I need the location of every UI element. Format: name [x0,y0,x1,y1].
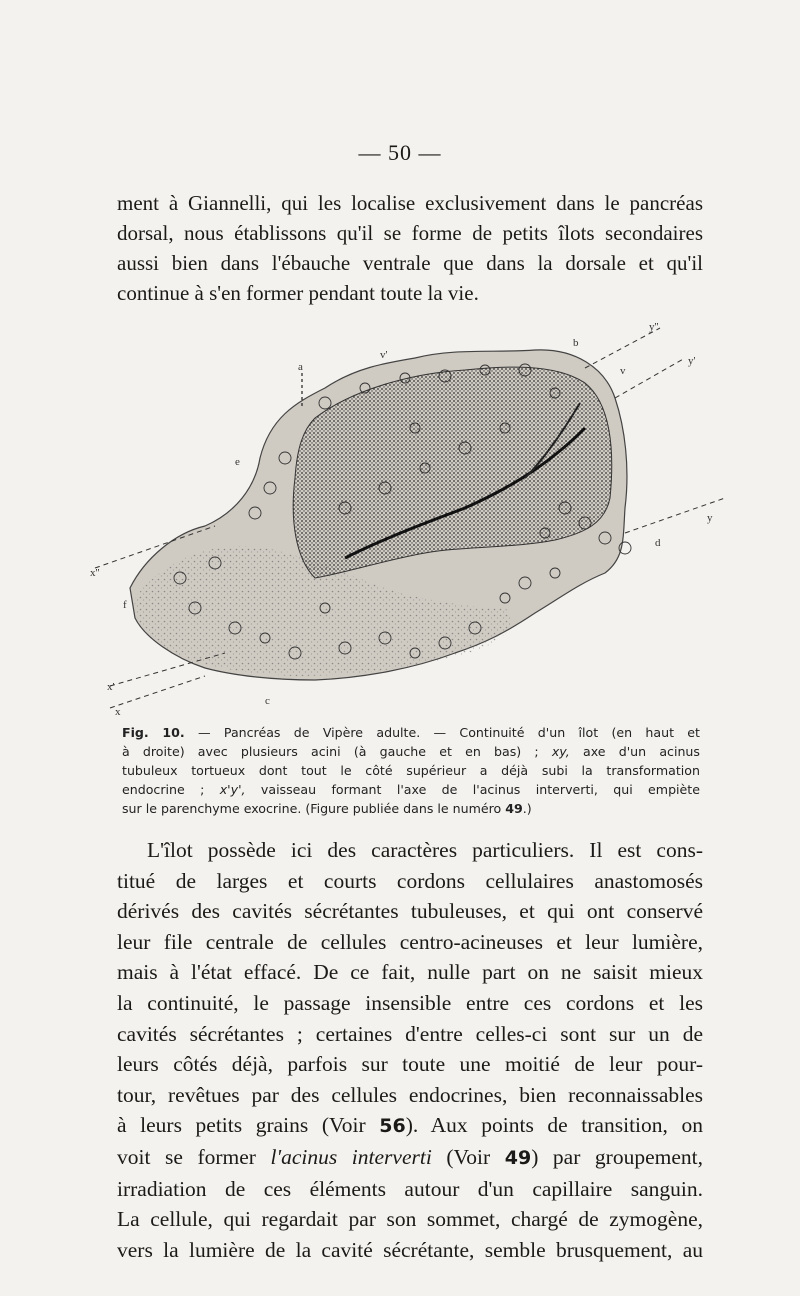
caption-text: à droite) avec plusieurs acini (à gauche et en bas) ; [122,744,552,759]
label-f: f [123,599,127,611]
text-line: continue à s'en former pendant toute la vie. [117,281,479,305]
paragraph-main [117,835,703,1265]
text-line [117,1110,703,1142]
label-y: y [707,512,713,524]
text-line: ment à Giannelli, qui les localise exclusivement dans le pancréas [117,191,703,215]
label-d: d [655,537,661,549]
caption-symbol: xy, [551,744,570,759]
caption-text: sur le parenchyme exocrine. (Figure publiée dans le numéro [122,801,506,816]
text-line: vers la lumière de la cavité sécrétante, semble brusquement, au [117,1237,703,1262]
caption-text: vaisseau formant l'axe de l'acinus interverti, qui empiète [245,782,700,797]
caption-line [122,723,700,742]
italic-term: l'acinus interverti [270,1144,432,1169]
text-line: leurs côtés déjà, parfois sur toute une moitié de leur pour- [117,1052,703,1077]
text-line: titué de larges et courts cordons cellulaires anastomosés [117,868,703,893]
text-line: tour, revêtues par des cellules endocrines, bien reconnaissables [117,1082,703,1107]
label-c: c [265,695,270,707]
text-line: La cellule, qui regardait par son sommet, chargé de zymogène, [117,1207,703,1232]
label-y-prime: y' [688,355,696,367]
text-segment: (Voir [431,1144,505,1169]
label-x-double: x'' [90,567,100,579]
figure-pancreas-illustration [85,308,735,718]
caption-text: axe d'un acinus [569,744,700,759]
caption-reference-number: 49 [505,801,523,816]
caption-symbol: x'y', [219,782,246,797]
label-y-double: y'' [649,321,659,333]
label-a: a [298,361,303,373]
text-line: L'îlot possède ici des caractères particuliers. Il est cons- [147,838,703,862]
text-line: leur file centrale de cellules centro-acineuses et leur lumière, [117,929,703,954]
page-number: — 50 — [358,140,442,165]
text-segment: voit se former [117,1144,271,1169]
reference-number: 56 [379,1115,406,1138]
text-line: dorsal, nous établissons qu'il se forme de petits îlots secondaires [117,221,703,245]
label-v: v [620,365,626,377]
label-e: e [235,456,240,468]
caption-line [122,742,700,761]
text-line: cavités sécrétantes ; certaines d'entre celles-ci sont sur un de [117,1021,703,1046]
figure-caption [122,723,700,818]
reference-number: 49 [504,1146,532,1169]
pancreas-drawing [85,308,735,718]
caption-line [122,780,700,799]
text-segment: ). Aux points de transition, on [405,1113,703,1138]
text-segment: ) par groupement, [531,1144,703,1169]
text-line: mais à l'état effacé. De ce fait, nulle part on ne saisit mieux [117,960,703,985]
paragraph-top [117,188,703,308]
text-line: la continuité, le passage insensible entre ces cordons et les [117,990,703,1015]
caption-line [122,799,700,818]
text-line: aussi bien dans l'ébauche ventrale que dans la dorsale et qu'il [117,251,703,275]
label-x-prime: x' [107,681,115,693]
figure-number: Fig. 10. [122,725,185,740]
caption-text: .) [522,801,532,816]
caption-text: endocrine ; [122,782,220,797]
caption-line: tubuleux tortueux dont tout le côté supérieur a déjà subi la transformation [122,763,700,778]
text-line: dérivés des cavités sécrétantes tubuleuses, et qui ont conservé [117,899,703,924]
text-segment: à leurs petits grains (Voir [117,1113,380,1138]
label-x: x [115,706,121,718]
label-v-prime: v' [380,349,388,361]
text-line: irradiation de ces éléments autour d'un capillaire sanguin. [117,1176,703,1201]
caption-text: — Pancréas de Vipère adulte. — Continuité d'un îlot (en haut et [184,725,700,740]
label-b: b [573,337,579,349]
text-line [117,1142,703,1174]
